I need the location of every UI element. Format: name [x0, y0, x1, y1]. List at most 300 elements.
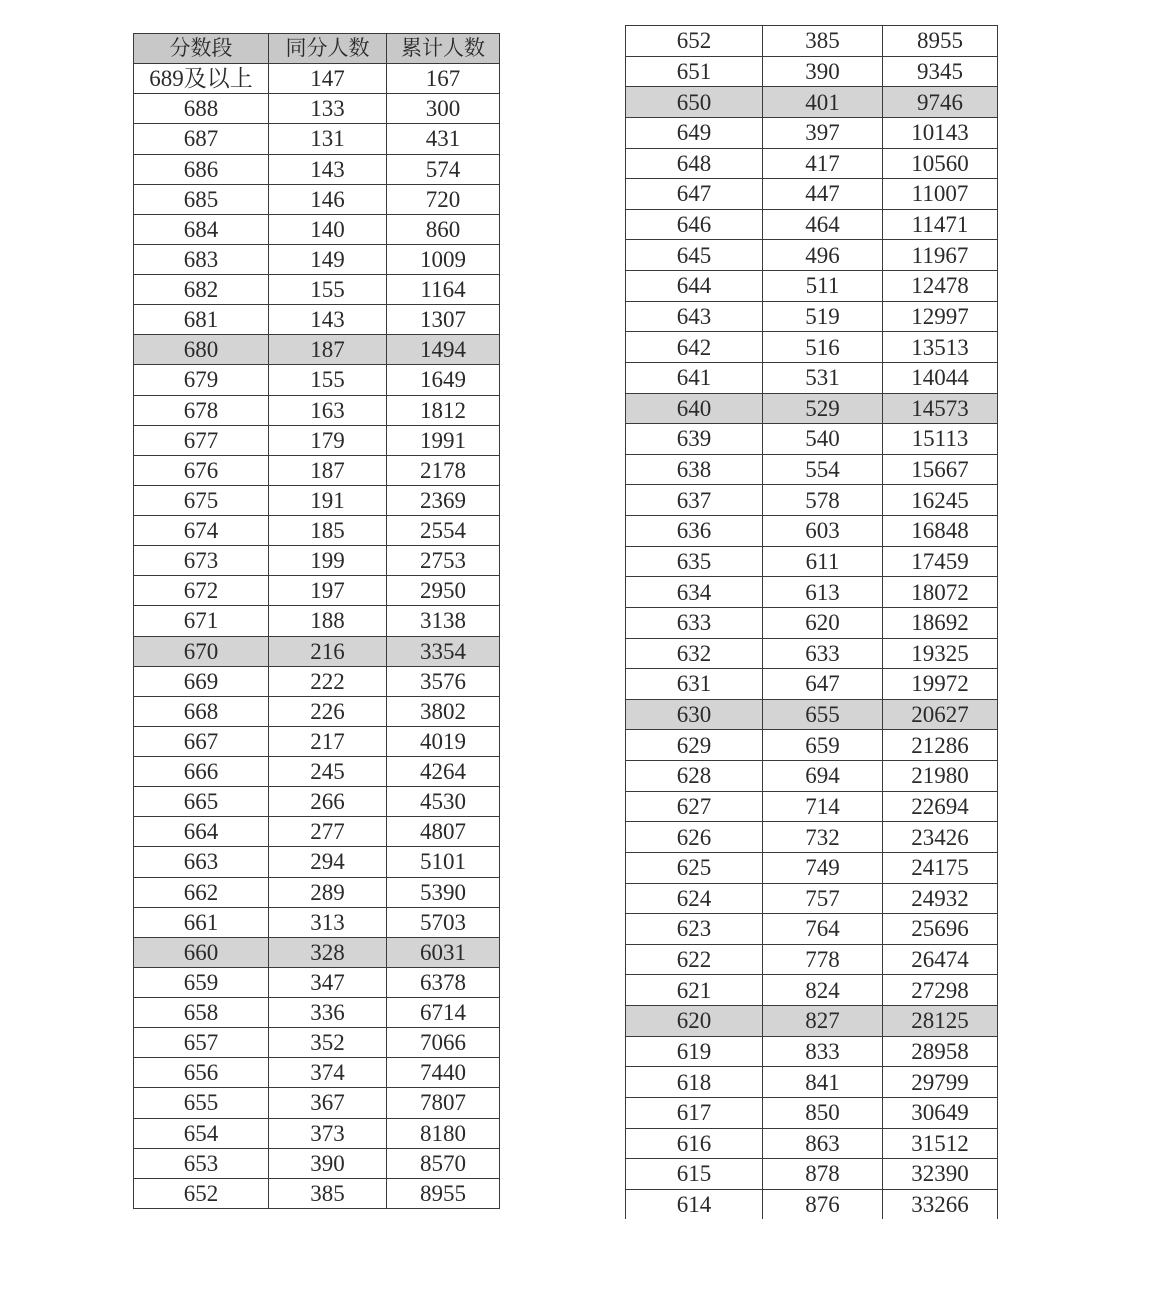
score-cell: 624 [626, 883, 763, 914]
same-score-count-cell: 390 [269, 1148, 387, 1178]
score-cell: 671 [134, 606, 269, 636]
cumulative-count-cell: 14044 [883, 362, 998, 393]
cumulative-count-cell: 1009 [387, 244, 500, 274]
same-score-count-cell: 163 [269, 395, 387, 425]
same-score-count-cell: 191 [269, 485, 387, 515]
cumulative-count-cell: 6378 [387, 967, 500, 997]
score-cell: 651 [626, 56, 763, 87]
table-row [134, 516, 500, 546]
score-cell: 662 [134, 877, 269, 907]
same-score-count-cell: 613 [763, 577, 883, 608]
score-cell: 639 [626, 424, 763, 455]
table-row [626, 301, 998, 332]
table-row [134, 184, 500, 214]
same-score-count-cell: 336 [269, 998, 387, 1028]
table-row [134, 546, 500, 576]
score-cell: 640 [626, 393, 763, 424]
score-cell: 614 [626, 1189, 763, 1220]
cumulative-count-cell: 2753 [387, 546, 500, 576]
same-score-count-cell: 496 [763, 240, 883, 271]
cumulative-count-cell: 1812 [387, 395, 500, 425]
same-score-count-cell: 147 [269, 64, 387, 94]
table-row [626, 1189, 998, 1220]
score-cell: 660 [134, 937, 269, 967]
score-cell: 667 [134, 726, 269, 756]
score-cell: 657 [134, 1028, 269, 1058]
cumulative-count-cell: 30649 [883, 1097, 998, 1128]
score-cell: 674 [134, 516, 269, 546]
score-cell: 620 [626, 1006, 763, 1037]
table-row [134, 937, 500, 967]
score-cell: 665 [134, 787, 269, 817]
cumulative-count-cell: 1307 [387, 305, 500, 335]
score-cell: 659 [134, 967, 269, 997]
header-score-range: 分数段 [134, 34, 269, 64]
cumulative-count-cell: 9746 [883, 87, 998, 118]
table-row [626, 883, 998, 914]
same-score-count-cell: 367 [269, 1088, 387, 1118]
score-cell: 647 [626, 179, 763, 210]
score-cell: 644 [626, 271, 763, 302]
same-score-count-cell: 876 [763, 1189, 883, 1220]
table-row [134, 154, 500, 184]
score-cell: 627 [626, 791, 763, 822]
same-score-count-cell: 222 [269, 666, 387, 696]
score-cell: 625 [626, 852, 763, 883]
table-row [134, 1088, 500, 1118]
score-cell: 670 [134, 636, 269, 666]
same-score-count-cell: 187 [269, 335, 387, 365]
same-score-count-cell: 519 [763, 301, 883, 332]
same-score-count-cell: 401 [763, 87, 883, 118]
score-cell: 648 [626, 148, 763, 179]
cumulative-count-cell: 1649 [387, 365, 500, 395]
cumulative-count-cell: 28958 [883, 1036, 998, 1067]
cumulative-count-cell: 5101 [387, 847, 500, 877]
same-score-count-cell: 143 [269, 154, 387, 184]
score-cell: 652 [134, 1178, 269, 1208]
table-row [626, 179, 998, 210]
cumulative-count-cell: 7440 [387, 1058, 500, 1088]
score-cell: 650 [626, 87, 763, 118]
score-cell: 685 [134, 184, 269, 214]
same-score-count-cell: 878 [763, 1159, 883, 1190]
table-row [626, 1067, 998, 1098]
score-cell: 677 [134, 425, 269, 455]
table-row [626, 1006, 998, 1037]
score-cell: 642 [626, 332, 763, 363]
cumulative-count-cell: 32390 [883, 1159, 998, 1190]
table-row [626, 577, 998, 608]
same-score-count-cell: 620 [763, 607, 883, 638]
same-score-count-cell: 245 [269, 757, 387, 787]
cumulative-count-cell: 13513 [883, 332, 998, 363]
table-row [626, 485, 998, 516]
cumulative-count-cell: 31512 [883, 1128, 998, 1159]
table-row [134, 335, 500, 365]
cumulative-count-cell: 17459 [883, 546, 998, 577]
table-row [626, 332, 998, 363]
same-score-count-cell: 197 [269, 576, 387, 606]
same-score-count-cell: 417 [763, 148, 883, 179]
table-row [626, 454, 998, 485]
score-cell: 638 [626, 454, 763, 485]
same-score-count-cell: 647 [763, 669, 883, 700]
cumulative-count-cell: 8570 [387, 1148, 500, 1178]
table-row [134, 365, 500, 395]
score-cell: 635 [626, 546, 763, 577]
cumulative-count-cell: 2950 [387, 576, 500, 606]
table-row [134, 967, 500, 997]
score-cell: 623 [626, 914, 763, 945]
cumulative-count-cell: 2178 [387, 455, 500, 485]
table-row [626, 607, 998, 638]
same-score-count-cell: 185 [269, 516, 387, 546]
score-cell: 645 [626, 240, 763, 271]
table-row [626, 362, 998, 393]
same-score-count-cell: 155 [269, 365, 387, 395]
cumulative-count-cell: 8180 [387, 1118, 500, 1148]
same-score-count-cell: 390 [763, 56, 883, 87]
same-score-count-cell: 385 [763, 26, 883, 57]
same-score-count-cell: 659 [763, 730, 883, 761]
cumulative-count-cell: 8955 [883, 26, 998, 57]
same-score-count-cell: 540 [763, 424, 883, 455]
score-cell: 630 [626, 699, 763, 730]
score-cell: 618 [626, 1067, 763, 1098]
cumulative-count-cell: 167 [387, 64, 500, 94]
table-row [134, 244, 500, 274]
cumulative-count-cell: 25696 [883, 914, 998, 945]
same-score-count-cell: 824 [763, 975, 883, 1006]
score-cell: 658 [134, 998, 269, 1028]
score-cell: 632 [626, 638, 763, 669]
table-row [134, 1178, 500, 1208]
table-row [626, 393, 998, 424]
score-cell: 663 [134, 847, 269, 877]
cumulative-count-cell: 21286 [883, 730, 998, 761]
table-row [626, 761, 998, 792]
cumulative-count-cell: 12478 [883, 271, 998, 302]
score-cell: 646 [626, 209, 763, 240]
same-score-count-cell: 841 [763, 1067, 883, 1098]
same-score-count-cell: 694 [763, 761, 883, 792]
score-table-right-body [626, 26, 998, 1220]
cumulative-count-cell: 4264 [387, 757, 500, 787]
score-cell: 629 [626, 730, 763, 761]
table-row [626, 87, 998, 118]
same-score-count-cell: 863 [763, 1128, 883, 1159]
same-score-count-cell: 603 [763, 516, 883, 547]
score-cell: 619 [626, 1036, 763, 1067]
cumulative-count-cell: 16245 [883, 485, 998, 516]
same-score-count-cell: 374 [269, 1058, 387, 1088]
same-score-count-cell: 328 [269, 937, 387, 967]
cumulative-count-cell: 7066 [387, 1028, 500, 1058]
same-score-count-cell: 352 [269, 1028, 387, 1058]
score-cell: 679 [134, 365, 269, 395]
cumulative-count-cell: 720 [387, 184, 500, 214]
same-score-count-cell: 554 [763, 454, 883, 485]
table-row [134, 787, 500, 817]
cumulative-count-cell: 33266 [883, 1189, 998, 1220]
cumulative-count-cell: 4807 [387, 817, 500, 847]
table-row [626, 209, 998, 240]
table-row [626, 975, 998, 1006]
cumulative-count-cell: 24932 [883, 883, 998, 914]
cumulative-count-cell: 12997 [883, 301, 998, 332]
score-cell: 669 [134, 666, 269, 696]
score-cell: 664 [134, 817, 269, 847]
cumulative-count-cell: 24175 [883, 852, 998, 883]
same-score-count-cell: 226 [269, 696, 387, 726]
same-score-count-cell: 529 [763, 393, 883, 424]
table-row [626, 1036, 998, 1067]
table-row [134, 395, 500, 425]
table-row [134, 1058, 500, 1088]
header-cumulative-count: 累计人数 [387, 34, 500, 64]
same-score-count-cell: 447 [763, 179, 883, 210]
score-cell: 637 [626, 485, 763, 516]
cumulative-count-cell: 14573 [883, 393, 998, 424]
score-cell: 681 [134, 305, 269, 335]
table-row [134, 455, 500, 485]
score-cell: 636 [626, 516, 763, 547]
cumulative-count-cell: 22694 [883, 791, 998, 822]
score-cell: 682 [134, 275, 269, 305]
score-cell: 653 [134, 1148, 269, 1178]
cumulative-count-cell: 18692 [883, 607, 998, 638]
table-row [626, 117, 998, 148]
cumulative-count-cell: 27298 [883, 975, 998, 1006]
cumulative-count-cell: 1164 [387, 275, 500, 305]
same-score-count-cell: 749 [763, 852, 883, 883]
header-same-score-count: 同分人数 [269, 34, 387, 64]
score-cell: 655 [134, 1088, 269, 1118]
table-row [134, 757, 500, 787]
same-score-count-cell: 655 [763, 699, 883, 730]
cumulative-count-cell: 7807 [387, 1088, 500, 1118]
score-cell: 634 [626, 577, 763, 608]
same-score-count-cell: 294 [269, 847, 387, 877]
score-cell: 689及以上 [134, 64, 269, 94]
cumulative-count-cell: 3138 [387, 606, 500, 636]
same-score-count-cell: 179 [269, 425, 387, 455]
score-cell: 680 [134, 335, 269, 365]
cumulative-count-cell: 16848 [883, 516, 998, 547]
cumulative-count-cell: 1494 [387, 335, 500, 365]
score-cell: 688 [134, 94, 269, 124]
same-score-count-cell: 850 [763, 1097, 883, 1128]
cumulative-count-cell: 3354 [387, 636, 500, 666]
table-row [134, 275, 500, 305]
cumulative-count-cell: 6031 [387, 937, 500, 967]
table-row [134, 666, 500, 696]
score-cell: 628 [626, 761, 763, 792]
same-score-count-cell: 216 [269, 636, 387, 666]
same-score-count-cell: 373 [269, 1118, 387, 1148]
cumulative-count-cell: 19325 [883, 638, 998, 669]
same-score-count-cell: 511 [763, 271, 883, 302]
table-row [626, 26, 998, 57]
score-cell: 673 [134, 546, 269, 576]
score-cell: 621 [626, 975, 763, 1006]
table-header-row [134, 34, 500, 64]
table-row [134, 64, 500, 94]
cumulative-count-cell: 29799 [883, 1067, 998, 1098]
table-row [626, 546, 998, 577]
table-row [134, 214, 500, 244]
same-score-count-cell: 531 [763, 362, 883, 393]
table-row [626, 944, 998, 975]
cumulative-count-cell: 860 [387, 214, 500, 244]
cumulative-count-cell: 1991 [387, 425, 500, 455]
table-row [626, 914, 998, 945]
same-score-count-cell: 155 [269, 275, 387, 305]
same-score-count-cell: 397 [763, 117, 883, 148]
same-score-count-cell: 143 [269, 305, 387, 335]
cumulative-count-cell: 11471 [883, 209, 998, 240]
score-cell: 633 [626, 607, 763, 638]
table-row [626, 638, 998, 669]
same-score-count-cell: 149 [269, 244, 387, 274]
score-cell: 666 [134, 757, 269, 787]
cumulative-count-cell: 300 [387, 94, 500, 124]
score-cell: 672 [134, 576, 269, 606]
table-row [626, 730, 998, 761]
score-cell: 686 [134, 154, 269, 184]
same-score-count-cell: 578 [763, 485, 883, 516]
same-score-count-cell: 633 [763, 638, 883, 669]
same-score-count-cell: 827 [763, 1006, 883, 1037]
table-row [134, 817, 500, 847]
table-row [626, 852, 998, 883]
table-row [134, 907, 500, 937]
table-row [626, 148, 998, 179]
table-row [626, 271, 998, 302]
table-row [134, 606, 500, 636]
table-row [134, 877, 500, 907]
same-score-count-cell: 764 [763, 914, 883, 945]
table-row [134, 485, 500, 515]
cumulative-count-cell: 2369 [387, 485, 500, 515]
score-cell: 626 [626, 822, 763, 853]
cumulative-count-cell: 5703 [387, 907, 500, 937]
same-score-count-cell: 140 [269, 214, 387, 244]
table-row [134, 998, 500, 1028]
same-score-count-cell: 199 [269, 546, 387, 576]
same-score-count-cell: 313 [269, 907, 387, 937]
cumulative-count-cell: 5390 [387, 877, 500, 907]
score-cell: 622 [626, 944, 763, 975]
score-cell: 631 [626, 669, 763, 700]
table-row [626, 1097, 998, 1128]
table-row [134, 1148, 500, 1178]
cumulative-count-cell: 15667 [883, 454, 998, 485]
score-cell: 675 [134, 485, 269, 515]
table-row [134, 847, 500, 877]
same-score-count-cell: 217 [269, 726, 387, 756]
cumulative-count-cell: 9345 [883, 56, 998, 87]
same-score-count-cell: 133 [269, 94, 387, 124]
score-cell: 668 [134, 696, 269, 726]
score-cell: 656 [134, 1058, 269, 1088]
score-cell: 617 [626, 1097, 763, 1128]
score-table-left [133, 33, 500, 1209]
same-score-count-cell: 464 [763, 209, 883, 240]
score-cell: 676 [134, 455, 269, 485]
table-row [134, 305, 500, 335]
table-row [134, 124, 500, 154]
table-row [626, 1159, 998, 1190]
same-score-count-cell: 385 [269, 1178, 387, 1208]
cumulative-count-cell: 431 [387, 124, 500, 154]
same-score-count-cell: 277 [269, 817, 387, 847]
same-score-count-cell: 188 [269, 606, 387, 636]
same-score-count-cell: 833 [763, 1036, 883, 1067]
same-score-count-cell: 146 [269, 184, 387, 214]
cumulative-count-cell: 18072 [883, 577, 998, 608]
score-cell: 684 [134, 214, 269, 244]
cumulative-count-cell: 8955 [387, 1178, 500, 1208]
score-cell: 652 [626, 26, 763, 57]
same-score-count-cell: 611 [763, 546, 883, 577]
same-score-count-cell: 778 [763, 944, 883, 975]
table-row [626, 1128, 998, 1159]
table-row [134, 94, 500, 124]
same-score-count-cell: 187 [269, 455, 387, 485]
table-row [626, 56, 998, 87]
cumulative-count-cell: 20627 [883, 699, 998, 730]
table-row [626, 822, 998, 853]
same-score-count-cell: 131 [269, 124, 387, 154]
table-row [626, 669, 998, 700]
cumulative-count-cell: 28125 [883, 1006, 998, 1037]
table-row [626, 424, 998, 455]
score-cell: 615 [626, 1159, 763, 1190]
score-table-left-body [134, 64, 500, 1209]
cumulative-count-cell: 26474 [883, 944, 998, 975]
table-row [134, 1028, 500, 1058]
cumulative-count-cell: 3802 [387, 696, 500, 726]
table-row [134, 696, 500, 726]
cumulative-count-cell: 6714 [387, 998, 500, 1028]
table-row [626, 240, 998, 271]
score-cell: 649 [626, 117, 763, 148]
table-row [626, 516, 998, 547]
same-score-count-cell: 516 [763, 332, 883, 363]
table-row [134, 726, 500, 756]
same-score-count-cell: 289 [269, 877, 387, 907]
score-cell: 678 [134, 395, 269, 425]
table-row [626, 699, 998, 730]
score-table-right [625, 25, 998, 1220]
same-score-count-cell: 732 [763, 822, 883, 853]
cumulative-count-cell: 574 [387, 154, 500, 184]
cumulative-count-cell: 4530 [387, 787, 500, 817]
table-row [134, 425, 500, 455]
table-row [134, 636, 500, 666]
score-cell: 654 [134, 1118, 269, 1148]
score-cell: 643 [626, 301, 763, 332]
cumulative-count-cell: 19972 [883, 669, 998, 700]
table-row [626, 791, 998, 822]
cumulative-count-cell: 15113 [883, 424, 998, 455]
same-score-count-cell: 757 [763, 883, 883, 914]
cumulative-count-cell: 21980 [883, 761, 998, 792]
cumulative-count-cell: 11967 [883, 240, 998, 271]
table-row [134, 576, 500, 606]
